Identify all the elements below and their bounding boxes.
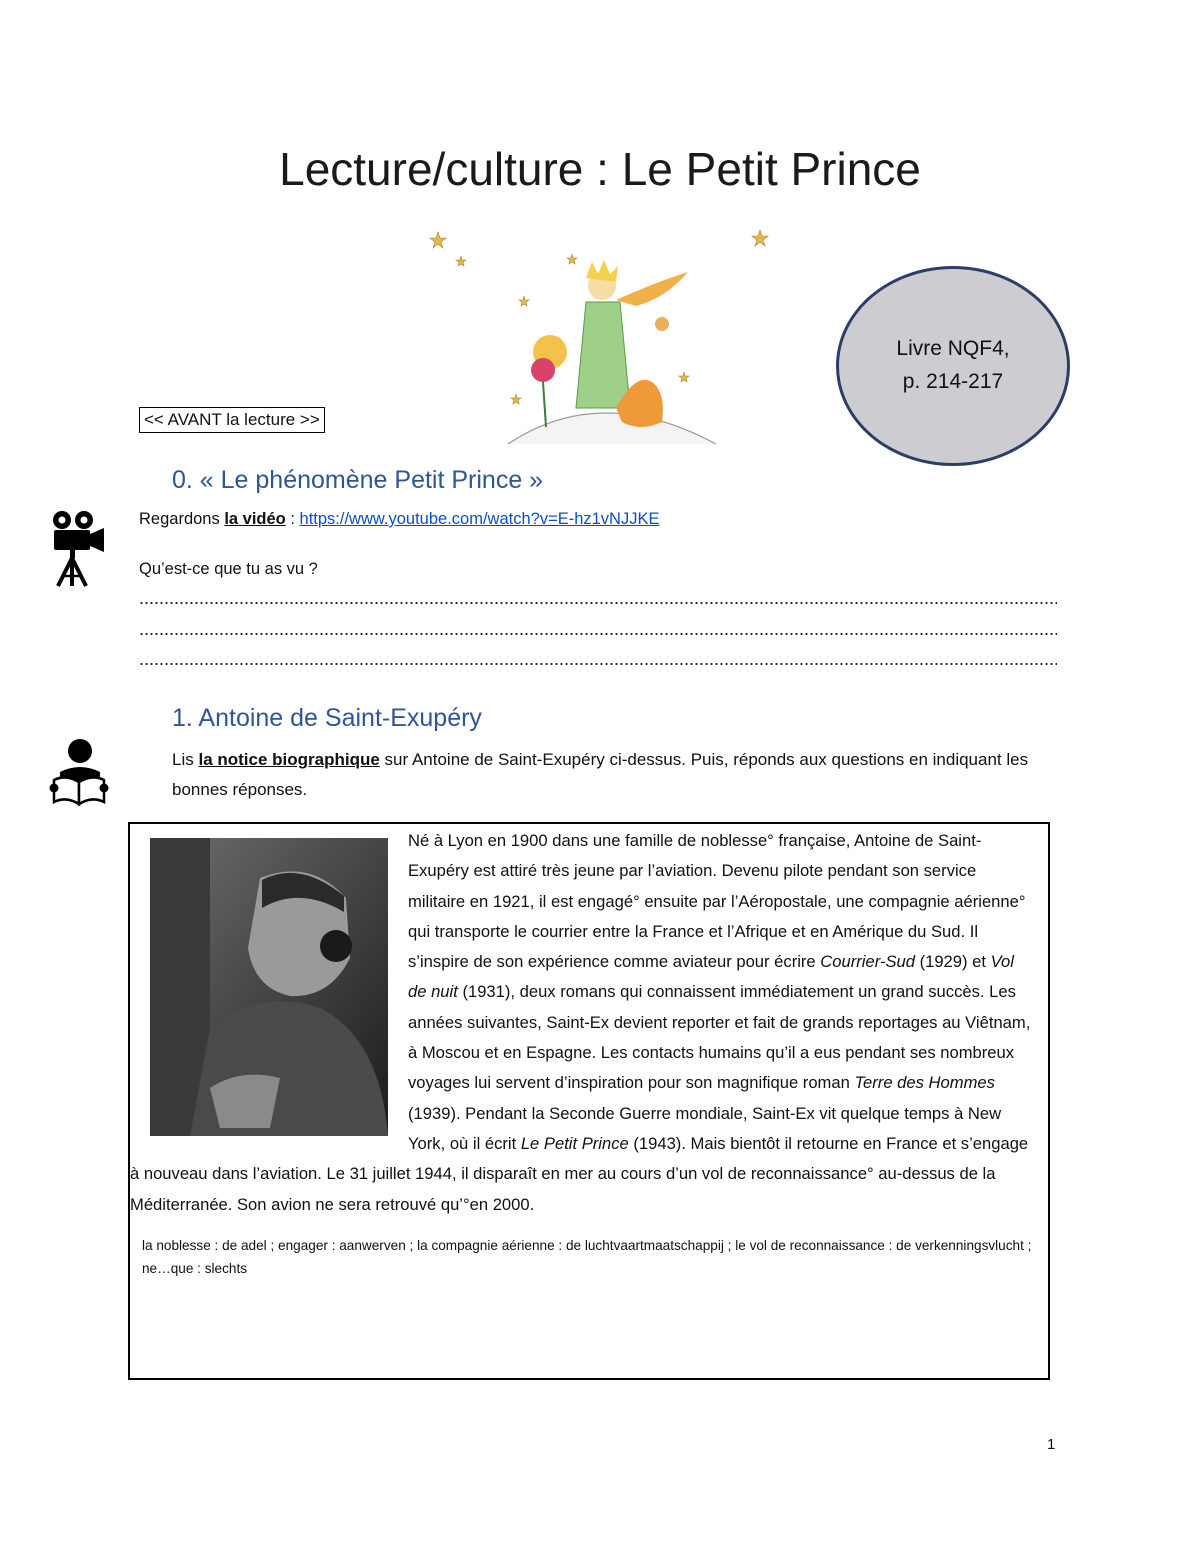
- biography-text: Né à Lyon en 1900 dans une famille de noblesse° française, Antoine de Saint-Exupéry est attiré très jeune par l’aviation. Devenu pilote pendant son service militaire en 1921, il est engagé° ensuite par l’Aéropostale, une compagnie aérienne° qui transporte le courrier entre la France et l’Afrique et en Amérique du Sud. Il s’inspire de son expérience comme aviateur pour écrire Courrier-Sud (1929) et Vol de nuit (1931), deux romans qui connaissent immédiatement un grand succès. Les années suivantes, Saint-Ex devient reporter et fait de grands reportages au Viêtnam, à Moscou et en Espagne. Les contacts humains qu’il a eus pendant ses nombreux voyages lui servent d’inspiration pour son magnifique roman Terre des Hommes (1939). Pendant la Seconde Guerre mondiale, Saint-Ex vit quelque temps à New York, où il écrit Le Petit Prince (1943). Mais bientôt il retourne en France et s’engage à nouveau dans l’aviation. Le 31 juillet 1944, il disparaît en mer au cours d’un vol de reconnaissance° au-dessus de la Méditerranée. Son avion ne sera retrouvé qu’°en 2000.: [130, 831, 1031, 1214]
- page-number: 1: [1047, 1436, 1056, 1453]
- answer-line-1: [139, 602, 1057, 604]
- star-icon: [752, 230, 768, 246]
- page-title: Lecture/culture : Le Petit Prince: [279, 143, 921, 195]
- watch-video-line: Regardons la vidéo : https://www.youtube.com/watch?v=E-hz1vNJJKE: [139, 510, 660, 528]
- vocabulary-glossary: la noblesse : de adel ; engager : aanwerven ; la compagnie aérienne : de luchtvaartmaatschappij ; le vol de reconnaissance : de verkenningsvlucht ; ne…que : slechts: [142, 1237, 1032, 1276]
- star-icon: [511, 394, 521, 404]
- section-0-heading: 0. « Le phénomène Petit Prince »: [172, 466, 544, 494]
- book-reference-line1: Livre NQF4,: [896, 337, 1010, 361]
- prince-coat: [576, 302, 630, 408]
- movie-camera-icon: [48, 506, 106, 588]
- book-title-terre-des-hommes: Terre des Hommes: [854, 1073, 995, 1093]
- star-icon: [430, 232, 446, 248]
- star-icon: [679, 372, 689, 382]
- book-reference-line2: p. 214-217: [902, 370, 1004, 393]
- star-icon: [456, 256, 466, 266]
- video-link[interactable]: https://www.youtube.com/watch?v=E-hz1vNJJKE: [299, 510, 660, 528]
- saint-exupery-photo: [150, 838, 388, 1136]
- video-label: la vidéo: [224, 510, 286, 528]
- biography-label: la notice biographique: [198, 750, 380, 769]
- book-reference-badge: [836, 266, 1070, 466]
- book-title-le-petit-prince: Le Petit Prince: [520, 1133, 629, 1153]
- biography-box: [128, 822, 1050, 1380]
- scarf: [616, 272, 688, 306]
- planet-icon: [655, 317, 669, 331]
- star-icon: [567, 254, 577, 264]
- star-icon: [519, 296, 529, 306]
- section-1-instructions: Lis la notice biographique sur Antoine de Saint-Exupéry ci-dessus. Puis, réponds aux questions en indiquant les bonnes réponses.: [172, 750, 1029, 799]
- book-title-courrier-sud: Courrier-Sud: [820, 952, 915, 972]
- video-question: Qu’est-ce que tu as vu ?: [139, 560, 318, 578]
- reading-person-icon: [46, 738, 112, 808]
- rose-icon: [531, 358, 555, 382]
- book-title-vol-de-nuit: Vol de nuit: [408, 952, 1014, 1002]
- little-prince-illustration: [426, 222, 776, 450]
- answer-line-3: [139, 663, 1057, 665]
- before-reading-label: << AVANT la lecture >>: [139, 407, 325, 433]
- section-1-heading: 1. Antoine de Saint-Exupéry: [172, 704, 482, 732]
- ground: [508, 413, 716, 444]
- answer-line-2: [139, 633, 1057, 635]
